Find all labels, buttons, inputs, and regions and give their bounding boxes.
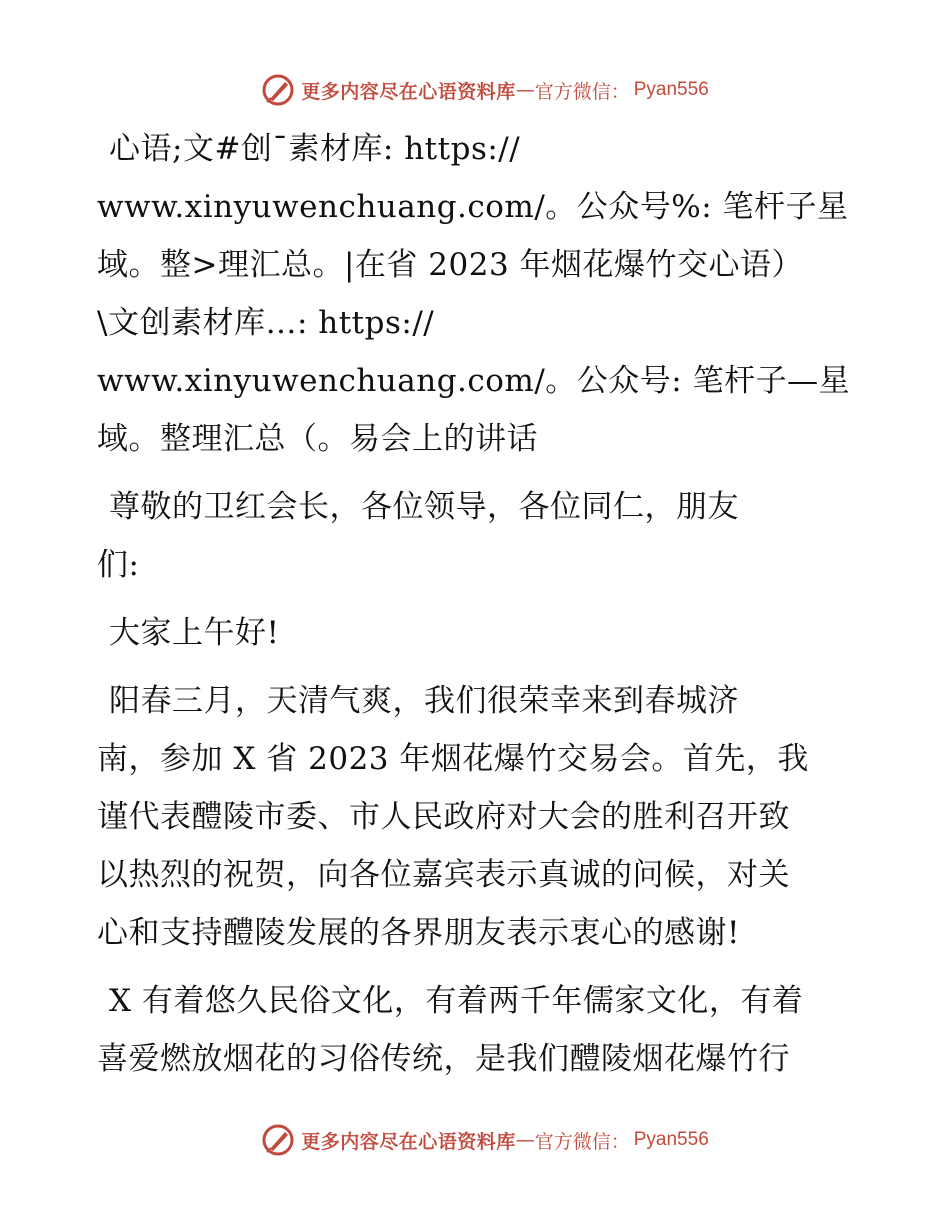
paragraph-greeting — [97, 604, 857, 662]
footer-watermark — [0, 1120, 950, 1160]
quill-logo-icon — [261, 73, 295, 107]
text-line: 们: — [97, 547, 140, 583]
watermark-main-text: 更多内容尽在心语资料库 — [301, 1130, 516, 1153]
text-line: 大家上午好! — [109, 615, 280, 651]
text-line: 尊敬的卫红会长，各位领导，各位同仁，朋友 — [109, 489, 739, 525]
watermark-wechat-id: Pyan556 — [633, 79, 709, 100]
text-line: 谨代表醴陵市委、市人民政府对大会的胜利召开致 — [97, 799, 790, 835]
watermark-dash: — — [515, 79, 535, 101]
text-line: 心和支持醴陵发展的各界朋友表示衷心的感谢! — [97, 915, 740, 951]
text-line: 心语;文#创¯素材库: https:// — [109, 131, 521, 167]
paragraph-source-note — [97, 120, 857, 468]
watermark-sub-text: 官方微信： — [534, 1130, 630, 1153]
watermark-wechat-id: Pyan556 — [633, 1129, 709, 1150]
text-line: 域。整>理汇总。|在省 2023 年烟花爆竹交心语） — [97, 247, 804, 283]
header-watermark-inner — [261, 73, 709, 107]
paragraph-salutation — [97, 478, 857, 594]
watermark-dash: — — [515, 1129, 535, 1151]
paragraph-culture — [97, 972, 857, 1088]
watermark-sub-text: 官方微信： — [534, 80, 630, 103]
paragraph-opening — [97, 672, 857, 962]
text-line: \文创素材库…: https:// — [97, 305, 435, 341]
text-line: 阳春三月，天清气爽，我们很荣幸来到春城济 — [109, 683, 739, 719]
quill-logo-icon — [261, 1123, 295, 1157]
text-line: 喜爱燃放烟花的习俗传统，是我们醴陵烟花爆竹行 — [97, 1041, 790, 1077]
text-line: www.xinyuwenchuang.com/。公众号: 笔杆子—星 — [97, 363, 851, 399]
text-line: 域。整理汇总（。易会上的讲话 — [97, 421, 538, 457]
text-line: 南，参加 X 省 2023 年烟花爆竹交易会。首先，我 — [97, 741, 809, 777]
document-body — [97, 120, 857, 1098]
text-line: X 有着悠久民俗文化，有着两千年儒家文化，有着 — [109, 983, 804, 1019]
watermark-main-text: 更多内容尽在心语资料库 — [301, 80, 516, 103]
footer-watermark-inner — [261, 1123, 709, 1157]
text-line: 以热烈的祝贺，向各位嘉宾表示真诚的问候，对关 — [97, 857, 790, 893]
header-watermark — [0, 70, 950, 110]
text-line: www.xinyuwenchuang.com/。公众号%: 笔杆子星 — [97, 189, 849, 225]
